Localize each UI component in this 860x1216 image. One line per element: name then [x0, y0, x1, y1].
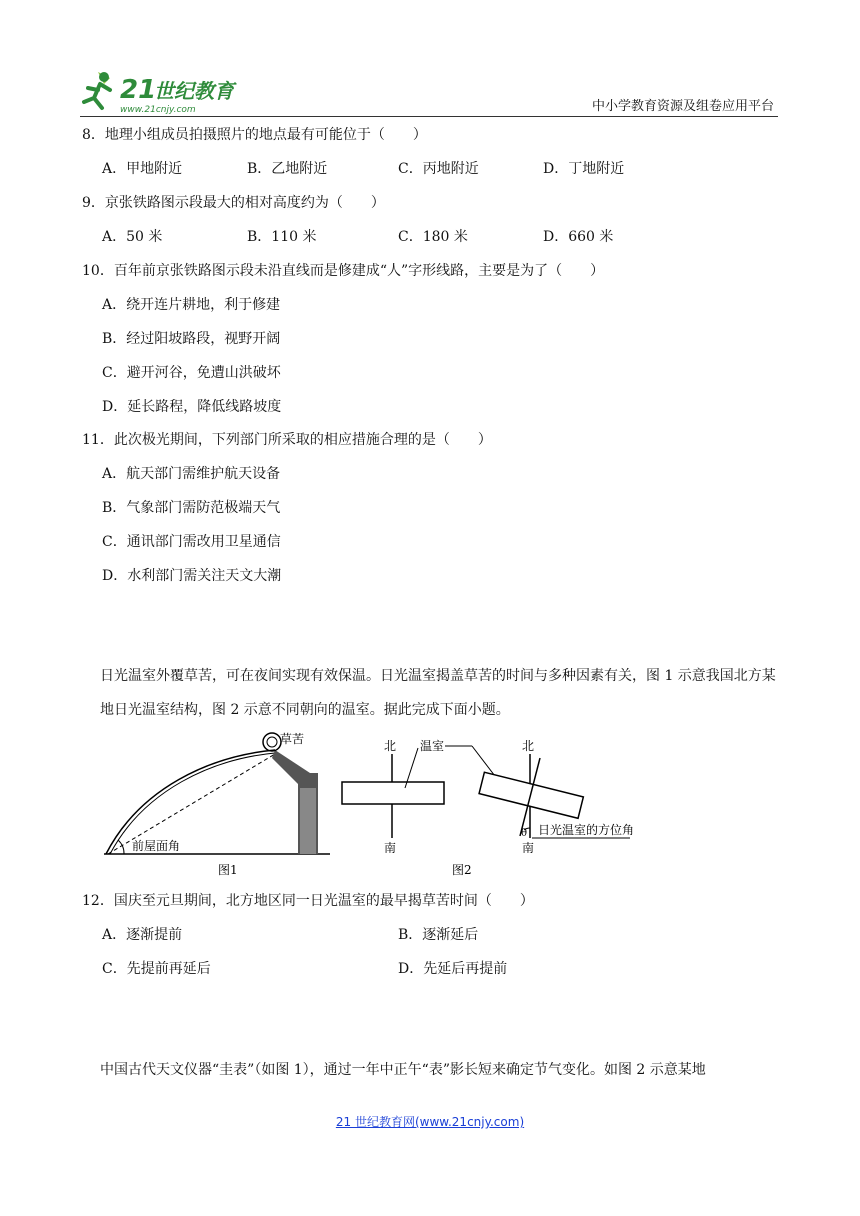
option-a: A．绕开连片耕地，利于修建: [102, 297, 281, 313]
logo-url: www.21cnjy.com: [120, 105, 196, 115]
question-number: 11．: [82, 432, 114, 448]
option-d: D．先延后再提前: [398, 961, 508, 977]
platform-name: 中小学教育资源及组卷应用平台: [591, 99, 774, 114]
option-b: B．乙地附近: [247, 161, 328, 177]
question-text: 此次极光期间，下列部门所采取的相应措施合理的是（ ）: [113, 432, 492, 448]
option-b: B．110 米: [247, 229, 317, 245]
figure-2-orientation-b: [479, 739, 634, 855]
question-8: [82, 125, 427, 145]
option-a: A．甲地附近: [102, 161, 183, 177]
question-number: 8．: [82, 127, 105, 143]
logo-number: 21: [120, 75, 157, 105]
fig1-caption: 图1: [218, 863, 238, 877]
label-front-angle: 前屋面角: [132, 839, 181, 853]
option-a: A．50 米: [102, 229, 163, 245]
question-11: [82, 430, 492, 450]
option-b: B．逐渐延后: [398, 927, 479, 943]
question-number: 9．: [82, 195, 105, 211]
label-azimuth: 日光温室的方位角: [538, 823, 635, 837]
option-c: C．先提前再延后: [102, 961, 211, 977]
option-c: C．避开河谷，免遭山洪破坏: [102, 365, 281, 381]
question-9: [82, 193, 385, 213]
option-d: D．660 米: [543, 229, 614, 245]
site-logo: [80, 68, 250, 118]
question-text: 百年前京张铁路图示段未沿直线而是修建成“人”字形线路，主要是为了（ ）: [113, 263, 605, 279]
option-c: C．丙地附近: [398, 161, 479, 177]
footer-link[interactable]: 21 世纪教育网(www.21cnjy.com): [335, 1115, 525, 1129]
passage-guibiao: 中国古代天文仪器“圭表”（如图 1），通过一年中正午“表”影长短来确定节气变化。如图 2 示意某地: [100, 1062, 706, 1078]
figure-1-greenhouse-structure: [104, 731, 330, 877]
label-cao: 草苦: [280, 732, 305, 746]
straw-roll-icon: [263, 733, 281, 751]
runner-logo-icon: [80, 68, 250, 118]
option-d: D．延长路程，降低线路坡度: [102, 399, 282, 415]
header-divider: [80, 116, 778, 117]
question-text: 京张铁路图示段最大的相对高度约为（ ）: [104, 195, 385, 211]
label-north: 北: [384, 739, 397, 753]
option-b: B．经过阳坡路段，视野开阔: [102, 331, 281, 347]
option-d: D．水利部门需关注天文大潮: [102, 568, 282, 584]
greenhouse-figure: [100, 728, 660, 880]
label-south: 南: [522, 841, 535, 855]
question-text: 地理小组成员拍摄照片的地点最有可能位于（ ）: [104, 127, 427, 143]
option-a: A．逐渐提前: [102, 927, 183, 943]
option-c: C．180 米: [398, 229, 468, 245]
question-text: 国庆至元旦期间，北方地区同一日光温室的最早揭草苦时间（ ）: [113, 893, 534, 909]
option-d: D．丁地附近: [543, 161, 625, 177]
question-12: [82, 891, 534, 911]
fig2-caption: 图2: [452, 863, 472, 877]
option-b: B．气象部门需防范极端天气: [102, 500, 281, 516]
label-south: 南: [384, 841, 397, 855]
passage-intro: 日光温室外覆草苦，可在夜间实现有效保温。日光温室揭盖草苦的时间与多种因素有关，图 1 示意我国北方某地日光温室结构，图 2 示意不同朝向的温室。据此完成下面小题。: [100, 668, 776, 718]
question-10: [82, 261, 604, 281]
label-north: 北: [522, 739, 535, 753]
label-greenhouse: 温室: [420, 739, 445, 753]
question-number: 10．: [82, 263, 114, 279]
logo-text: 世纪教育: [154, 79, 234, 103]
label-theta: θ: [521, 828, 528, 839]
option-a: A．航天部门需维护航天设备: [102, 466, 281, 482]
question-number: 12．: [82, 893, 114, 909]
option-c: C．通讯部门需改用卫星通信: [102, 534, 281, 550]
figure-2-orientation-a: [342, 738, 498, 877]
